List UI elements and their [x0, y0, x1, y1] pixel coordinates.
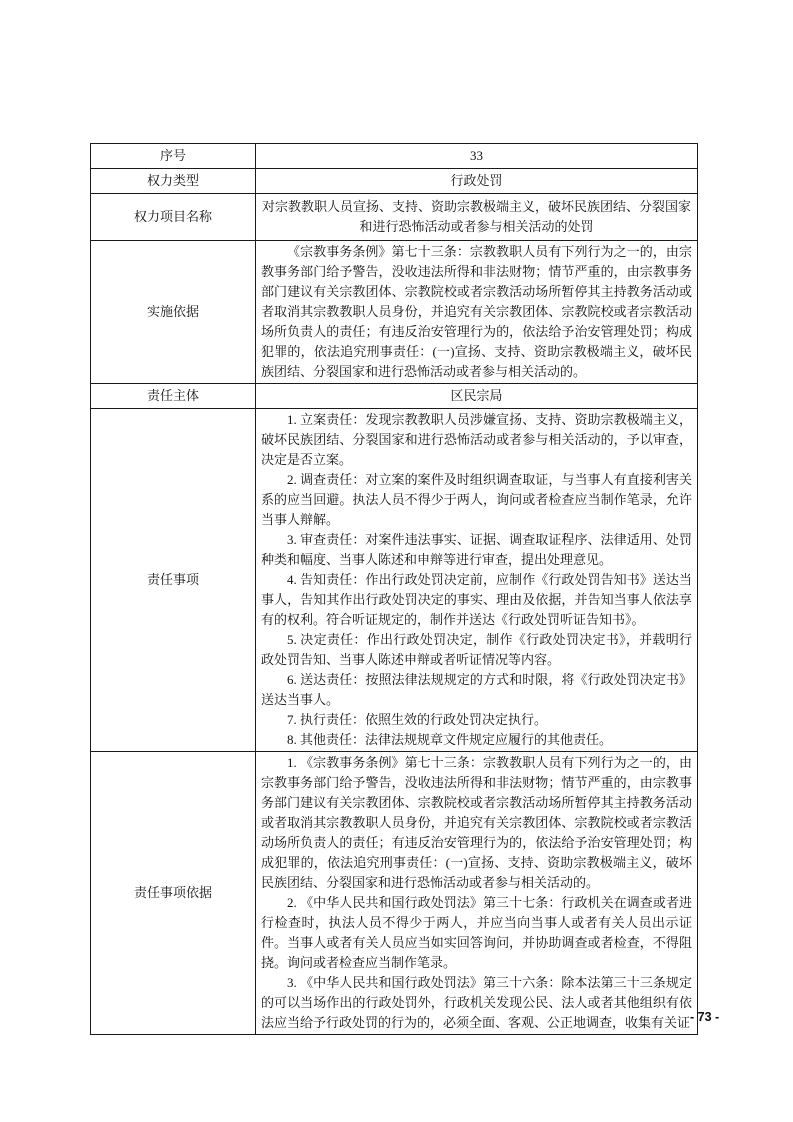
paragraph: 1. 立案责任：发现宗教教职人员涉嫌宣扬、支持、资助宗教极端主义，破坏民族团结、分裂国家和进行恐怖活动或者参与相关活动的，予以审查，决定是否立案。 — [261, 412, 692, 467]
power-item-name-value: 对宗教教职人员宣扬、支持、资助宗教极端主义，破坏民族团结、分裂国家和进行恐怖活动或者参与相关活动的处罚 — [256, 194, 698, 241]
paragraph: 5. 决定责任：作出行政处罚决定，制作《行政处罚决定书》，并载明行政处罚告知、当事人陈述申辩或者听证情况等内容。 — [261, 632, 692, 667]
responsibility-items-basis-value — [256, 752, 698, 1035]
table-row — [91, 752, 698, 1035]
paragraph: 7. 执行责任：依照生效的行政处罚决定执行。 — [287, 712, 548, 727]
table-row — [91, 169, 698, 194]
paragraph: 1. 《宗教事务条例》第七十三条：宗教教职人员有下列行为之一的，由宗教事务部门给予警告，没收违法所得和非法财物；情节严重的，由宗教事务部门建议有关宗教团体、宗教院校或者宗教活动场所暂停其主持教务活动或者取消其宗教教职人员身份，并追究有关宗教团体、宗教院校或者宗教活动场所负责人的责任；有违反治安管理行为的，依法给予治安管理处罚；构成犯罪的，依法追究刑事责任：(一)宣扬、支持、资助宗教极端主义，破坏民族团结、分裂国家和进行恐怖活动或者参与相关活动的。 — [261, 755, 692, 890]
serial-number-value: 33 — [256, 144, 698, 169]
responsible-body-value: 区民宗局 — [256, 384, 698, 409]
paragraph: 2. 调查责任：对立案的案件及时组织调查取证，与当事人有直接利害关系的应当回避。执法人员不得少于两人，询问或者检查应当制作笔录，允许当事人辩解。 — [261, 472, 692, 527]
paragraph: 4. 告知责任：作出行政处罚决定前，应制作《行政处罚告知书》送达当事人，告知其作出行政处罚决定的事实、理由及依据，并告知当事人依法享有的权利。符合听证规定的，制作并送达《行政处罚听证告知书》。 — [261, 572, 692, 627]
table-row — [91, 241, 698, 384]
responsibility-items-value — [256, 409, 698, 752]
footer-page-number: - 73 - — [690, 1010, 720, 1024]
paragraph: 3. 《中华人民共和国行政处罚法》第三十六条：除本法第三十三条规定的可以当场作出的行政处罚外，行政机关发现公民、法人或者其他组织有依法应当给予行政处罚的行为的，必须全面、客观、公正地调查，收集有关证 — [261, 975, 692, 1030]
table-row — [91, 384, 698, 409]
row-label-serial-number: 序号 — [91, 144, 256, 169]
table-row — [91, 144, 698, 169]
paragraph: 《宗教事务条例》第七十三条：宗教教职人员有下列行为之一的，由宗教事务部门给予警告，没收违法所得和非法财物；情节严重的，由宗教事务部门建议有关宗教团体、宗教院校或者宗教活动场所暂停其主持教务活动或者取消其宗教教职人员身份，并追究有关宗教团体、宗教院校或者宗教活动场所负责人的责任；有违反治安管理行为的，依法给予治安管理处罚；构成犯罪的，依法追究刑事责任：(一)宣扬、支持、资助宗教极端主义，破坏民族团结、分裂国家和进行恐怖活动或者参与相关活动的。 — [261, 244, 692, 379]
row-label-responsibility-items: 责任事项 — [91, 409, 256, 752]
implementation-basis-value — [256, 241, 698, 384]
power-item-table — [90, 143, 698, 1035]
row-label-responsible-body: 责任主体 — [91, 384, 256, 409]
row-label-responsibility-items-basis: 责任事项依据 — [91, 752, 256, 1035]
row-label-power-type: 权力类型 — [91, 169, 256, 194]
table-row — [91, 409, 698, 752]
row-label-implementation-basis: 实施依据 — [91, 241, 256, 384]
paragraph: 6. 送达责任：按照法律法规规定的方式和时限，将《行政处罚决定书》送达当事人。 — [261, 672, 692, 707]
paragraph: 3. 审查责任：对案件违法事实、证据、调查取证程序、法律适用、处罚种类和幅度、当事人陈述和申辩等进行审查，提出处理意见。 — [261, 532, 692, 567]
paragraph: 8. 其他责任：法律法规规章文件规定应履行的其他责任。 — [287, 732, 613, 747]
table-row — [91, 194, 698, 241]
row-label-power-item-name: 权力项目名称 — [91, 194, 256, 241]
paragraph: 2. 《中华人民共和国行政处罚法》第三十七条：行政机关在调查或者进行检查时，执法人员不得少于两人，并应当向当事人或者有关人员出示证件。当事人或者有关人员应当如实回答询问，并协助调查或者检查，不得阻挠。询问或者检查应当制作笔录。 — [261, 895, 692, 970]
power-type-value: 行政处罚 — [256, 169, 698, 194]
